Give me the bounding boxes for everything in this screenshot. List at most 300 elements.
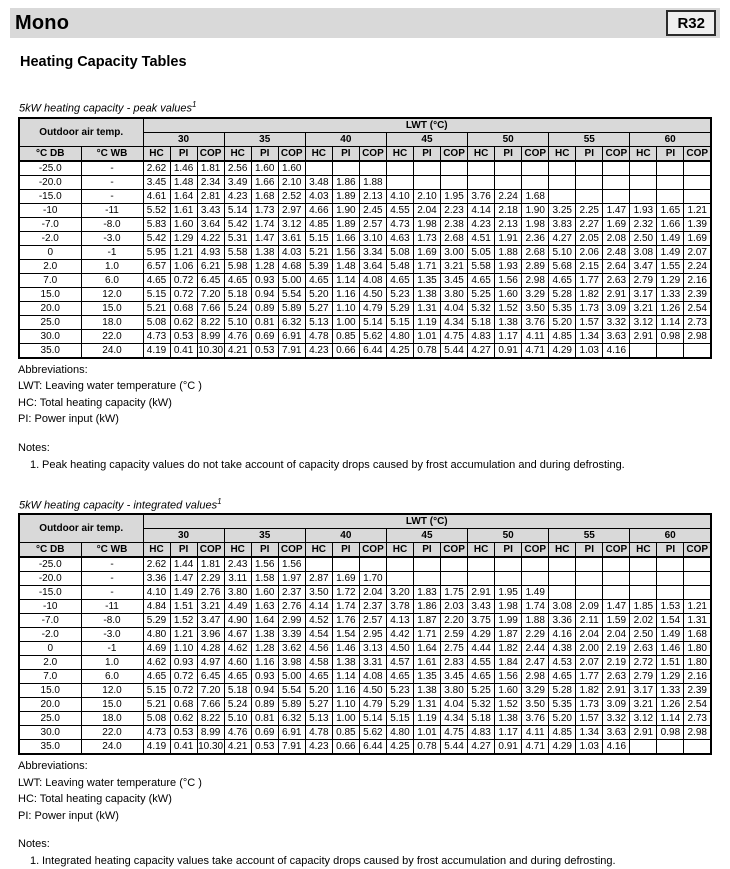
lwt-header: LWT (°C) <box>143 514 711 529</box>
value-cell: 1.55 <box>657 259 684 273</box>
value-cell: 4.52 <box>305 614 332 628</box>
value-cell: 3.80 <box>441 684 468 698</box>
value-cell: 0.62 <box>170 712 197 726</box>
value-cell: 5.54 <box>278 684 305 698</box>
value-cell: 5.24 <box>224 698 251 712</box>
wb-cell: 15.0 <box>81 698 143 712</box>
value-cell: 1.80 <box>684 656 711 670</box>
wb-cell: -11 <box>81 203 143 217</box>
sub-col-header: PI <box>332 543 359 558</box>
value-cell: 3.96 <box>197 628 224 642</box>
value-cell: 1.71 <box>413 259 440 273</box>
value-cell: 1.95 <box>495 586 522 600</box>
value-cell: 5.15 <box>305 231 332 245</box>
abbr-title: Abbreviations: <box>18 760 88 773</box>
value-cell: 6.57 <box>143 259 170 273</box>
value-cell: 3.48 <box>305 175 332 189</box>
value-cell: 2.19 <box>603 642 630 656</box>
value-cell: 4.65 <box>468 273 495 287</box>
value-cell: 0.85 <box>332 329 359 343</box>
value-cell <box>495 175 522 189</box>
value-cell: 1.73 <box>251 203 278 217</box>
value-cell <box>386 557 413 572</box>
value-cell: 3.17 <box>630 287 657 301</box>
value-cell: 1.00 <box>332 315 359 329</box>
value-cell: 4.66 <box>305 203 332 217</box>
value-cell: 1.81 <box>197 161 224 176</box>
value-cell: 1.56 <box>495 670 522 684</box>
value-cell: 1.38 <box>495 712 522 726</box>
value-cell: 1.60 <box>251 586 278 600</box>
value-cell: 5.15 <box>143 684 170 698</box>
table-row <box>19 203 711 217</box>
sub-col-header: HC <box>224 146 251 161</box>
wb-cell: 18.0 <box>81 712 143 726</box>
value-cell <box>576 586 603 600</box>
value-cell: 0.41 <box>170 343 197 358</box>
value-cell: 4.29 <box>549 343 576 358</box>
value-cell <box>468 557 495 572</box>
value-cell: 2.27 <box>576 217 603 231</box>
value-cell: 4.65 <box>549 670 576 684</box>
value-cell: 1.60 <box>495 287 522 301</box>
value-cell: 2.91 <box>630 726 657 740</box>
value-cell: 1.21 <box>170 245 197 259</box>
value-cell: 1.44 <box>170 557 197 572</box>
value-cell: 1.82 <box>576 684 603 698</box>
value-cell: 2.63 <box>603 670 630 684</box>
value-cell: 2.68 <box>441 231 468 245</box>
value-cell: 3.80 <box>224 586 251 600</box>
db-cell: -20.0 <box>19 175 81 189</box>
value-cell: 1.56 <box>332 245 359 259</box>
value-cell: 3.63 <box>603 726 630 740</box>
value-cell: 4.11 <box>522 726 549 740</box>
value-cell: 4.78 <box>305 726 332 740</box>
value-cell: 1.98 <box>413 217 440 231</box>
value-cell: 5.39 <box>305 259 332 273</box>
value-cell: 5.18 <box>468 315 495 329</box>
value-cell: 4.21 <box>224 343 251 358</box>
value-cell: 1.48 <box>332 259 359 273</box>
value-cell: 1.21 <box>170 628 197 642</box>
db-cell: 30.0 <box>19 726 81 740</box>
value-cell: 4.80 <box>386 329 413 343</box>
value-cell: 1.38 <box>495 315 522 329</box>
value-cell: 2.25 <box>576 203 603 217</box>
value-cell: 1.89 <box>332 189 359 203</box>
value-cell: 6.91 <box>278 329 305 343</box>
abbr-lwt: LWT: Leaving water temperature (°C ) <box>18 380 202 393</box>
value-cell: 1.93 <box>495 259 522 273</box>
value-cell: 2.87 <box>305 572 332 586</box>
value-cell: 0.98 <box>657 329 684 343</box>
value-cell <box>684 572 711 586</box>
value-cell: 0.69 <box>251 329 278 343</box>
value-cell: 1.66 <box>657 217 684 231</box>
value-cell <box>684 189 711 203</box>
value-cell: 1.19 <box>413 315 440 329</box>
wb-cell: 1.0 <box>81 656 143 670</box>
value-cell: 5.52 <box>143 203 170 217</box>
lwt-col-header: 35 <box>224 529 305 543</box>
value-cell <box>603 161 630 176</box>
note-number: 1. <box>30 855 40 868</box>
db-cell: 7.0 <box>19 670 81 684</box>
value-cell <box>386 572 413 586</box>
value-cell: 4.19 <box>143 740 170 755</box>
value-cell: 3.09 <box>603 698 630 712</box>
table-row <box>19 231 711 245</box>
table-caption <box>19 100 712 115</box>
value-cell: 5.31 <box>224 231 251 245</box>
value-cell: 5.10 <box>224 315 251 329</box>
value-cell: 0.93 <box>251 670 278 684</box>
value-cell: 2.50 <box>630 231 657 245</box>
db-cell: -7.0 <box>19 614 81 628</box>
value-cell: 1.38 <box>332 656 359 670</box>
value-cell: 1.06 <box>170 259 197 273</box>
value-cell: 5.27 <box>305 301 332 315</box>
db-cell: -10 <box>19 203 81 217</box>
value-cell <box>657 161 684 176</box>
sub-col-header: HC <box>468 146 495 161</box>
value-cell: 1.73 <box>576 698 603 712</box>
sub-col-header: COP <box>359 146 386 161</box>
value-cell: 1.86 <box>332 175 359 189</box>
sub-col-header: PI <box>657 543 684 558</box>
wb-cell: 6.0 <box>81 670 143 684</box>
value-cell: 4.28 <box>197 642 224 656</box>
value-cell: 3.12 <box>630 712 657 726</box>
value-cell: 4.08 <box>359 670 386 684</box>
value-cell <box>441 557 468 572</box>
sub-col-header: COP <box>441 543 468 558</box>
value-cell: 6.32 <box>278 712 305 726</box>
value-cell <box>576 572 603 586</box>
value-cell: 5.58 <box>468 259 495 273</box>
value-cell: 2.07 <box>684 245 711 259</box>
value-cell: 2.29 <box>522 628 549 642</box>
value-cell: 5.08 <box>386 245 413 259</box>
value-cell: 4.08 <box>359 273 386 287</box>
value-cell: 1.74 <box>332 600 359 614</box>
wb-header: °C WB <box>81 146 143 161</box>
value-cell: 2.63 <box>630 642 657 656</box>
sub-col-header: HC <box>630 146 657 161</box>
wb-cell: 24.0 <box>81 343 143 358</box>
value-cell: 3.43 <box>468 600 495 614</box>
value-cell: 2.39 <box>684 684 711 698</box>
value-cell: 1.28 <box>251 642 278 656</box>
value-cell <box>305 557 332 572</box>
value-cell: 1.72 <box>332 586 359 600</box>
abbr-pi: PI: Power input (kW) <box>18 809 119 822</box>
sub-col-header: COP <box>603 146 630 161</box>
value-cell: 5.08 <box>143 712 170 726</box>
value-cell <box>413 161 440 176</box>
title-bar <box>10 8 720 38</box>
value-cell: 4.67 <box>224 628 251 642</box>
value-cell: 2.83 <box>441 656 468 670</box>
value-cell: 4.85 <box>549 726 576 740</box>
sub-col-header: COP <box>278 146 305 161</box>
value-cell: 3.76 <box>522 712 549 726</box>
value-cell <box>630 343 657 358</box>
value-cell: 1.26 <box>657 301 684 315</box>
sub-col-header: PI <box>251 543 278 558</box>
value-cell: 1.56 <box>495 273 522 287</box>
value-cell: 4.71 <box>522 343 549 358</box>
value-cell: 1.98 <box>522 217 549 231</box>
value-cell: 3.25 <box>549 203 576 217</box>
value-cell: 0.93 <box>170 656 197 670</box>
abbr-title: Abbreviations: <box>18 363 88 376</box>
value-cell: 2.00 <box>576 642 603 656</box>
value-cell: 3.76 <box>468 189 495 203</box>
value-cell: 1.35 <box>413 273 440 287</box>
value-cell <box>468 572 495 586</box>
value-cell: 5.18 <box>224 684 251 698</box>
value-cell: 4.75 <box>441 329 468 343</box>
value-cell: 1.74 <box>522 600 549 614</box>
value-cell: 2.79 <box>630 273 657 287</box>
value-cell: 5.10 <box>224 712 251 726</box>
value-cell: 0.94 <box>251 287 278 301</box>
value-cell: 2.98 <box>522 670 549 684</box>
table-body <box>19 557 711 754</box>
value-cell: 1.82 <box>576 287 603 301</box>
value-cell: 4.04 <box>441 301 468 315</box>
value-cell: 1.81 <box>197 557 224 572</box>
value-cell: 2.20 <box>441 614 468 628</box>
value-cell: 7.66 <box>197 698 224 712</box>
value-cell: 5.44 <box>441 740 468 755</box>
value-cell <box>413 572 440 586</box>
value-cell: 0.41 <box>170 740 197 755</box>
value-cell: 1.34 <box>576 329 603 343</box>
footnote-marker: 1 <box>217 496 222 506</box>
value-cell: 2.11 <box>576 614 603 628</box>
sub-col-header: HC <box>386 543 413 558</box>
value-cell: 1.73 <box>413 231 440 245</box>
value-cell: 4.42 <box>386 628 413 642</box>
value-cell: 5.14 <box>359 712 386 726</box>
value-cell: 1.03 <box>576 740 603 755</box>
value-cell: 2.91 <box>603 684 630 698</box>
value-cell: 1.01 <box>413 726 440 740</box>
value-cell: 2.50 <box>630 628 657 642</box>
value-cell: 5.44 <box>441 343 468 358</box>
value-cell: 1.76 <box>332 614 359 628</box>
value-cell <box>413 557 440 572</box>
abbr-hc: HC: Total heating capacity (kW) <box>18 793 172 806</box>
value-cell: 3.12 <box>278 217 305 231</box>
value-cell: 4.27 <box>468 343 495 358</box>
value-cell: 1.52 <box>495 301 522 315</box>
value-cell: 4.23 <box>305 740 332 755</box>
value-cell: 1.00 <box>332 712 359 726</box>
value-cell: 1.71 <box>413 628 440 642</box>
value-cell: 5.28 <box>549 287 576 301</box>
value-cell: 4.50 <box>359 684 386 698</box>
value-cell: 5.21 <box>305 245 332 259</box>
value-cell: 4.23 <box>305 343 332 358</box>
wb-cell: 12.0 <box>81 287 143 301</box>
sub-col-header: PI <box>495 146 522 161</box>
value-cell <box>576 175 603 189</box>
value-cell: 2.24 <box>684 259 711 273</box>
wb-cell: - <box>81 189 143 203</box>
value-cell: 1.46 <box>170 161 197 176</box>
value-cell: 1.98 <box>495 600 522 614</box>
value-cell: 2.76 <box>278 600 305 614</box>
note-number: 1. <box>30 458 40 471</box>
value-cell: 2.04 <box>603 628 630 642</box>
value-cell: 1.54 <box>657 614 684 628</box>
value-cell: 2.04 <box>359 586 386 600</box>
value-cell: 2.44 <box>522 642 549 656</box>
value-cell: 0.66 <box>332 740 359 755</box>
value-cell: 1.60 <box>278 161 305 176</box>
value-cell: 1.58 <box>251 572 278 586</box>
value-cell: 2.98 <box>522 273 549 287</box>
value-cell: 4.25 <box>386 740 413 755</box>
db-cell: 35.0 <box>19 343 81 358</box>
table-body <box>19 161 711 358</box>
value-cell: 7.66 <box>197 301 224 315</box>
value-cell: 1.14 <box>657 315 684 329</box>
value-cell: 1.64 <box>413 642 440 656</box>
wb-cell: - <box>81 161 143 176</box>
value-cell: 2.47 <box>522 656 549 670</box>
value-cell: 5.08 <box>143 315 170 329</box>
value-cell <box>359 557 386 572</box>
value-cell <box>630 175 657 189</box>
table-row <box>19 273 711 287</box>
value-cell: 4.10 <box>143 586 170 600</box>
value-cell: 2.57 <box>359 614 386 628</box>
value-cell: 5.25 <box>468 684 495 698</box>
sub-col-header: PI <box>251 146 278 161</box>
db-cell: 25.0 <box>19 712 81 726</box>
value-cell: 1.33 <box>657 684 684 698</box>
value-cell: 1.53 <box>657 600 684 614</box>
value-cell: 4.65 <box>386 670 413 684</box>
abbreviations <box>18 362 712 428</box>
value-cell: 2.23 <box>441 203 468 217</box>
value-cell: 4.19 <box>143 343 170 358</box>
value-cell: 1.54 <box>332 628 359 642</box>
notes-label: Notes: <box>18 838 50 851</box>
value-cell: 2.52 <box>278 189 305 203</box>
value-cell: 2.09 <box>576 600 603 614</box>
table-row <box>19 684 711 698</box>
value-cell: 2.04 <box>413 203 440 217</box>
value-cell: 3.83 <box>549 217 576 231</box>
value-cell: 0.53 <box>170 726 197 740</box>
value-cell: 5.35 <box>549 698 576 712</box>
value-cell: 2.56 <box>224 161 251 176</box>
value-cell: 1.14 <box>332 273 359 287</box>
value-cell: 3.36 <box>549 614 576 628</box>
value-cell: 4.13 <box>386 614 413 628</box>
db-cell: 35.0 <box>19 740 81 755</box>
wb-cell: - <box>81 557 143 572</box>
value-cell <box>684 161 711 176</box>
value-cell: 7.91 <box>278 343 305 358</box>
value-cell: 1.56 <box>251 557 278 572</box>
value-cell: 0.81 <box>251 712 278 726</box>
lwt-col-header: 55 <box>549 132 630 146</box>
value-cell: 4.75 <box>441 726 468 740</box>
value-cell: 2.04 <box>576 628 603 642</box>
table-caption-text: 5kW heating capacity - peak values <box>19 102 193 115</box>
integrated-values-section <box>18 497 712 869</box>
value-cell: 2.03 <box>441 600 468 614</box>
value-cell: 1.75 <box>441 586 468 600</box>
value-cell: 2.99 <box>278 614 305 628</box>
value-cell: 5.20 <box>305 684 332 698</box>
value-cell: 5.83 <box>143 217 170 231</box>
value-cell <box>495 557 522 572</box>
value-cell: 4.90 <box>224 614 251 628</box>
sub-col-header: PI <box>576 146 603 161</box>
outdoor-air-temp-header: Outdoor air temp. <box>19 118 143 147</box>
value-cell: 0.72 <box>170 273 197 287</box>
value-cell: 1.47 <box>170 572 197 586</box>
value-cell: 1.88 <box>522 614 549 628</box>
wb-cell: 24.0 <box>81 740 143 755</box>
value-cell: 1.49 <box>657 628 684 642</box>
sub-col-header: HC <box>386 146 413 161</box>
db-cell: -10 <box>19 600 81 614</box>
value-cell: 3.50 <box>522 698 549 712</box>
value-cell: 4.65 <box>305 670 332 684</box>
value-cell: 1.64 <box>170 189 197 203</box>
abbr-pi: PI: Power input (kW) <box>18 413 119 426</box>
value-cell: 2.72 <box>630 656 657 670</box>
lwt-col-header: 45 <box>386 529 467 543</box>
value-cell: 4.27 <box>549 231 576 245</box>
value-cell: 1.19 <box>413 712 440 726</box>
value-cell: 2.37 <box>278 586 305 600</box>
value-cell: 4.85 <box>305 217 332 231</box>
value-cell: 1.91 <box>495 231 522 245</box>
value-cell: 4.73 <box>143 726 170 740</box>
value-cell: 1.26 <box>657 698 684 712</box>
value-cell: 1.88 <box>359 175 386 189</box>
lwt-col-header: 50 <box>468 529 549 543</box>
value-cell: 1.14 <box>657 712 684 726</box>
wb-cell: 1.0 <box>81 259 143 273</box>
value-cell: 0.68 <box>170 698 197 712</box>
value-cell: 4.93 <box>197 245 224 259</box>
value-cell: 1.97 <box>278 572 305 586</box>
value-cell: 1.33 <box>657 287 684 301</box>
header-row-lwt <box>19 118 711 133</box>
abbreviations <box>18 758 712 824</box>
value-cell: 2.18 <box>495 203 522 217</box>
value-cell: 2.29 <box>197 572 224 586</box>
value-cell: 4.04 <box>441 698 468 712</box>
value-cell <box>386 175 413 189</box>
value-cell: 3.43 <box>197 203 224 217</box>
value-cell: 1.57 <box>576 712 603 726</box>
value-cell: 1.61 <box>413 656 440 670</box>
value-cell: 4.57 <box>386 656 413 670</box>
integrated-values-table <box>18 513 712 755</box>
